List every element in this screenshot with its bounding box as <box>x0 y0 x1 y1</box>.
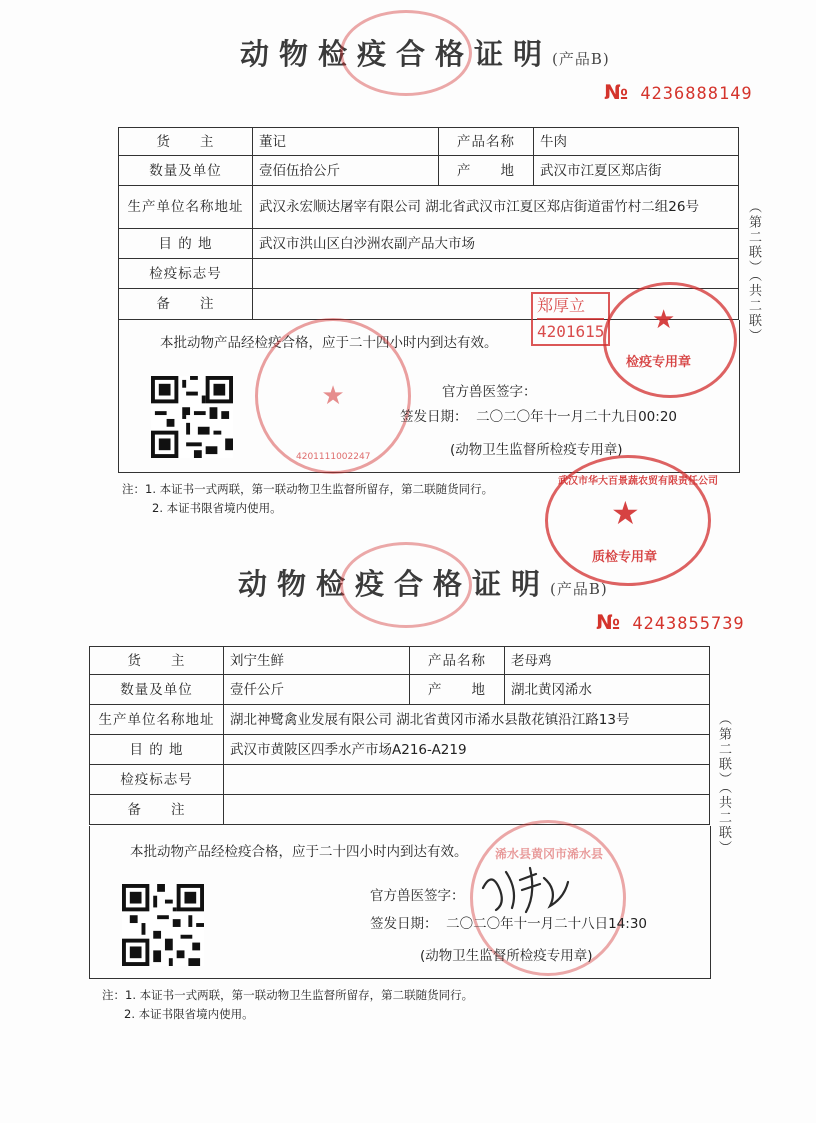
official-seal-stamp <box>255 318 411 474</box>
label-origin: 产 地 <box>410 675 505 705</box>
company-seal-name: 武汉市华大百景蔬农贸有限责任公司 <box>558 476 718 487</box>
product-name: 老母鸡 <box>505 647 710 675</box>
label-producer: 生产单位名称地址 <box>90 705 224 735</box>
star-icon: ★ <box>611 494 640 532</box>
issue-date: 二〇二〇年十一月二十八日14:30 <box>446 916 647 932</box>
validity-statement: 本批动物产品经检疫合格，应于二十四小时内到达有效。 <box>130 844 468 860</box>
official-seal-stamp <box>470 820 626 976</box>
official-seal-number: 4201111002247 <box>296 452 371 462</box>
serial-number: № 4243855739 <box>596 610 745 634</box>
label-goods-owner: 货 主 <box>119 128 253 156</box>
goods-owner: 董记 <box>253 128 439 156</box>
notes <box>122 480 493 518</box>
certificate-subtitle: (产品B) <box>550 580 608 598</box>
official-seal-label: 浠水县黄冈市浠水县 <box>495 847 604 861</box>
label-goods-owner: 货 主 <box>90 647 224 675</box>
label-product-name: 产品名称 <box>410 647 505 675</box>
goods-owner: 刘宁生鲜 <box>224 647 410 675</box>
star-icon: ★ <box>652 305 676 335</box>
validity-statement: 本批动物产品经检疫合格，应于二十四小时内到达有效。 <box>160 335 498 351</box>
destination: 武汉市黄陂区四季水产市场A216-A219 <box>224 735 710 765</box>
notes <box>102 986 473 1024</box>
qr-code-icon <box>151 376 233 458</box>
certificate-title: 动物检疫合格证明(产品B) <box>240 37 610 71</box>
product-name: 牛肉 <box>534 128 739 156</box>
issue-date: 二〇二〇年十一月二十九日00:20 <box>476 409 677 425</box>
inspector-code: 4201615 <box>537 322 605 341</box>
quantity-unit: 壹仟公斤 <box>224 675 410 705</box>
vet-signature-label: 官方兽医签字： <box>370 888 465 904</box>
star-icon: ★ <box>321 381 345 411</box>
label-destination: 目 的 地 <box>119 229 253 259</box>
copy-marker: （第二联）（共二联） <box>746 200 761 344</box>
label-remarks: 备 注 <box>90 795 224 825</box>
issue-date-label: 签发日期： <box>370 916 438 932</box>
note-1: 注：1. 本证书一式两联，第一联动物卫生监督所留存，第二联随货同行。 <box>122 482 494 496</box>
validity-box <box>89 826 711 979</box>
label-product-name: 产品名称 <box>439 128 534 156</box>
label-quantity-unit: 数量及单位 <box>119 156 253 186</box>
note-2: 2. 本证书限省境内使用。 <box>152 501 282 515</box>
label-quantity-unit: 数量及单位 <box>90 675 224 705</box>
quality-stamp-label: 质检专用章 <box>592 550 658 565</box>
origin: 湖北黄冈浠水 <box>505 675 710 705</box>
note-2: 2. 本证书限省境内使用。 <box>124 1007 254 1021</box>
seal-caption: (动物卫生监督所检疫专用章) <box>420 948 593 964</box>
certificate-subtitle: (产品B) <box>552 50 610 68</box>
producer: 湖北神鹭禽业发展有限公司 湖北省黄冈市浠水县散花镇沿江路13号 <box>224 705 710 735</box>
vet-signature-label: 官方兽医签字： <box>442 384 537 400</box>
inspector-id-stamp <box>531 292 610 346</box>
producer: 武汉永宏顺达屠宰有限公司 湖北省武汉市江夏区郑店街道雷竹村二组26号 <box>253 186 739 229</box>
national-seal-stamp <box>340 542 472 628</box>
certificate-table <box>89 646 710 825</box>
serial-number: № 4236888149 <box>604 80 753 104</box>
issue-date-label: 签发日期： <box>400 409 468 425</box>
qr-code-icon <box>122 884 204 966</box>
issue-date-row <box>370 912 647 932</box>
issue-date-row <box>400 405 677 425</box>
label-producer: 生产单位名称地址 <box>119 186 253 229</box>
label-origin: 产 地 <box>439 156 534 186</box>
note-1: 注：1. 本证书一式两联，第一联动物卫生监督所留存，第二联随货同行。 <box>102 988 474 1002</box>
inspector-name: 郑厚立 <box>537 294 604 320</box>
label-destination: 目 的 地 <box>90 735 224 765</box>
copy-marker: （第二联）（共二联） <box>716 712 731 856</box>
quarantine-stamp <box>603 282 737 398</box>
origin: 武汉市江夏区郑店街 <box>534 156 739 186</box>
company-quality-seal <box>545 455 718 586</box>
vet-signature <box>478 860 573 915</box>
seal-caption: (动物卫生监督所检疫专用章) <box>450 442 623 458</box>
national-seal-stamp <box>340 10 472 96</box>
label-remarks: 备 注 <box>119 289 253 320</box>
certificate-title: 动物检疫合格证明(产品B) <box>238 567 608 601</box>
quarantine-mark <box>224 765 710 795</box>
destination: 武汉市洪山区白沙洲农副产品大市场 <box>253 229 739 259</box>
remarks <box>224 795 710 825</box>
label-quarantine-mark: 检疫标志号 <box>119 259 253 289</box>
quantity-unit: 壹佰伍拾公斤 <box>253 156 439 186</box>
quarantine-stamp-label: 检疫专用章 <box>626 355 692 370</box>
label-quarantine-mark: 检疫标志号 <box>90 765 224 795</box>
